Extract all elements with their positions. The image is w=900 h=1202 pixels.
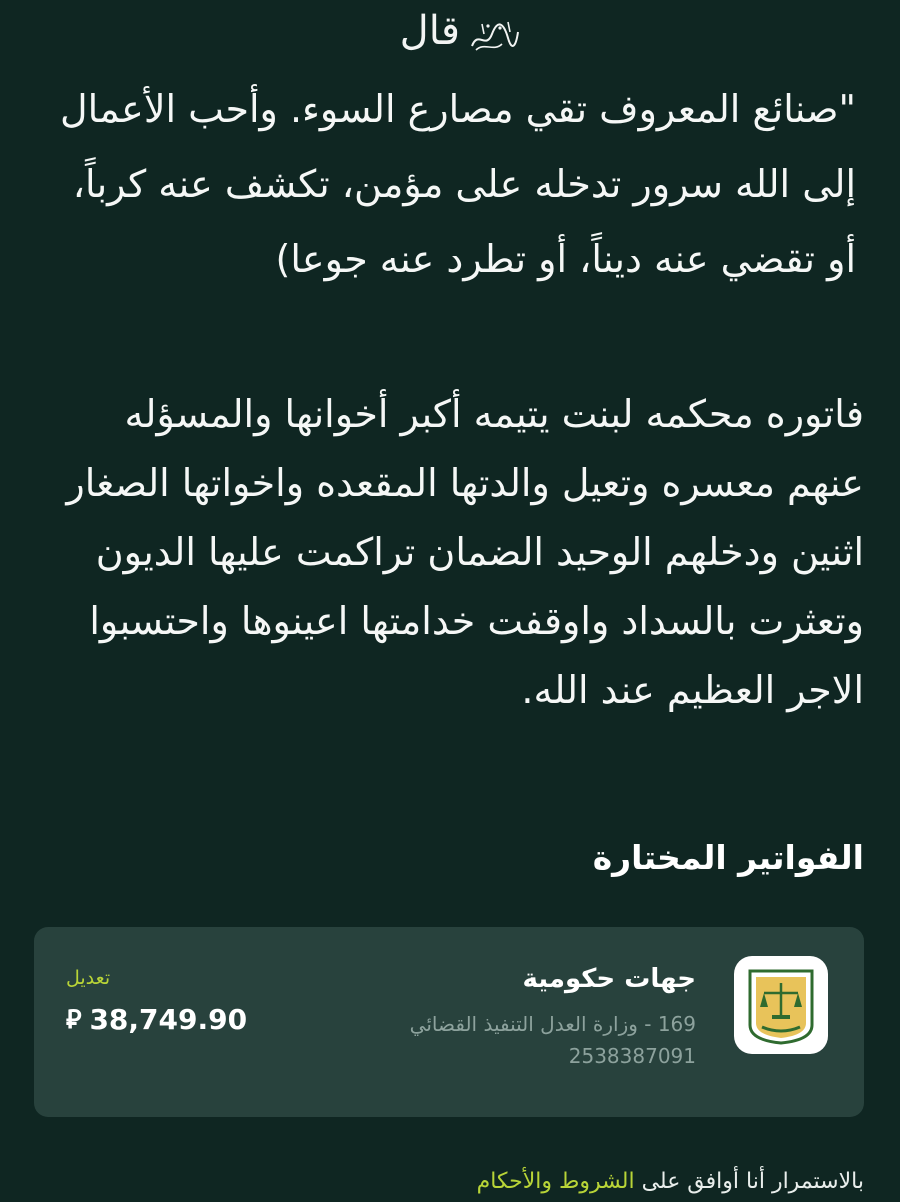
terms-prefix: بالاستمرار أنا أوافق على [634, 1169, 864, 1194]
quote-heading [400, 8, 520, 54]
invoice-amount: 38,749.90 [89, 1003, 248, 1036]
selected-invoice-card[interactable] [34, 927, 864, 1117]
section-title: الفواتير المختارة [592, 838, 864, 877]
account-number: 2538387091 [568, 1044, 696, 1068]
terms-link[interactable]: الشروط والأحكام [476, 1169, 635, 1194]
hadith-quote: "صنائع المعروف تقي مصارع السوء. وأحب الأعمال إلى الله سرور تدخله على مؤمن، تكشف عنه كرباً، أو تقضي عنه ديناً، أو تطرد عنه جوعا) [60, 87, 856, 281]
terms-consent [477, 1162, 864, 1202]
biller-detail: 169 - وزارة العدل التنفيذ القضائي [409, 1012, 696, 1036]
salawat-calligraphy-icon [468, 20, 520, 54]
ministry-of-justice-icon [734, 956, 828, 1054]
saudi-riyal-icon: ⃁ [66, 1005, 82, 1035]
amount-row [66, 1001, 247, 1039]
edit-button[interactable]: تعديل [66, 967, 111, 989]
biller-name: جهات حكومية [522, 964, 696, 994]
donation-story: فاتوره محكمه لبنت يتيمه أكبر أخوانها والمسؤله عنهم معسره وتعيل والدتها المقعده واخواتها الصغار اثنين ودخلهم الوحيد الضمان تراكمت عليها الديون وتعثرت بالسداد واوقفت خدامتها اعينوها واحتسبوا الاجر العظيم عند الله. [66, 392, 864, 712]
intro-word: قال [399, 8, 460, 54]
